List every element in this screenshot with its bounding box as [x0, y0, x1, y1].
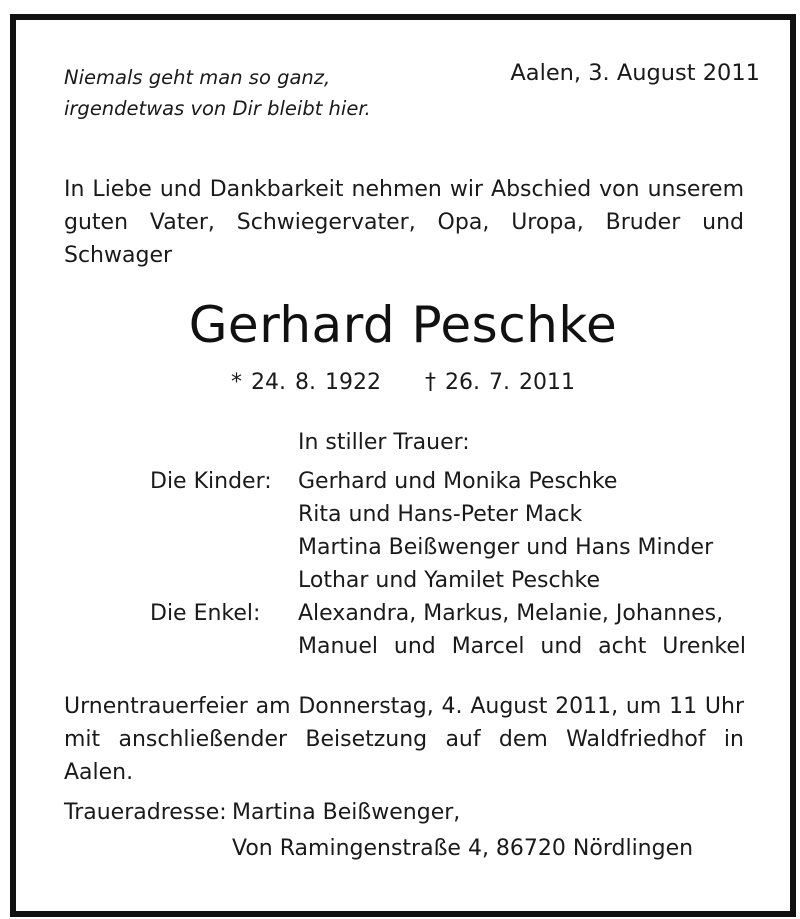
grandchild-names: Manuel und Marcel und acht Urenkel: [298, 634, 746, 659]
ceremony-text: Urnentrauerfeier am Donnerstag, 4. August 2011, um 11 Uhr mit anschließender Beisetzung auf dem Waldfriedhof in Aalen.: [64, 694, 744, 785]
child-name: Lothar und Yamilet Peschke: [298, 568, 600, 593]
mourning-heading: In stiller Trauer:: [298, 430, 470, 455]
grandchildren-label: Die Enkel:: [150, 601, 261, 626]
child-name: Gerhard und Monika Peschke: [298, 469, 618, 494]
birth-date: * 24. 8. 1922: [231, 370, 381, 395]
address-label: Traueradresse:: [64, 800, 227, 825]
grandchild-names: Alexandra, Markus, Melanie, Johannes,: [298, 601, 724, 626]
children-label: Die Kinder:: [150, 469, 272, 494]
child-name: Martina Beißwenger und Hans Minder: [298, 535, 714, 560]
address-name: Martina Beißwenger,: [232, 800, 461, 825]
motto-line-2: irgendetwas von Dir bleibt hier.: [64, 97, 371, 120]
place-date: Aalen, 3. August 2011: [510, 60, 760, 86]
child-name: Rita und Hans-Peter Mack: [298, 502, 583, 527]
address-street: Von Ramingenstraße 4, 86720 Nördlingen: [232, 836, 694, 861]
motto-line-1: Niemals geht man so ganz,: [64, 66, 331, 89]
intro-text: In Liebe und Dankbarkeit nehmen wir Abschied von unserem guten Vater, Schwiegervater, Opa, Uropa, Bruder und Schwager: [64, 177, 744, 268]
death-date: † 26. 7. 2011: [425, 370, 575, 395]
life-dates: [16, 370, 790, 395]
obituary-frame: [10, 14, 796, 917]
deceased-name: Gerhard Peschke: [188, 296, 618, 354]
